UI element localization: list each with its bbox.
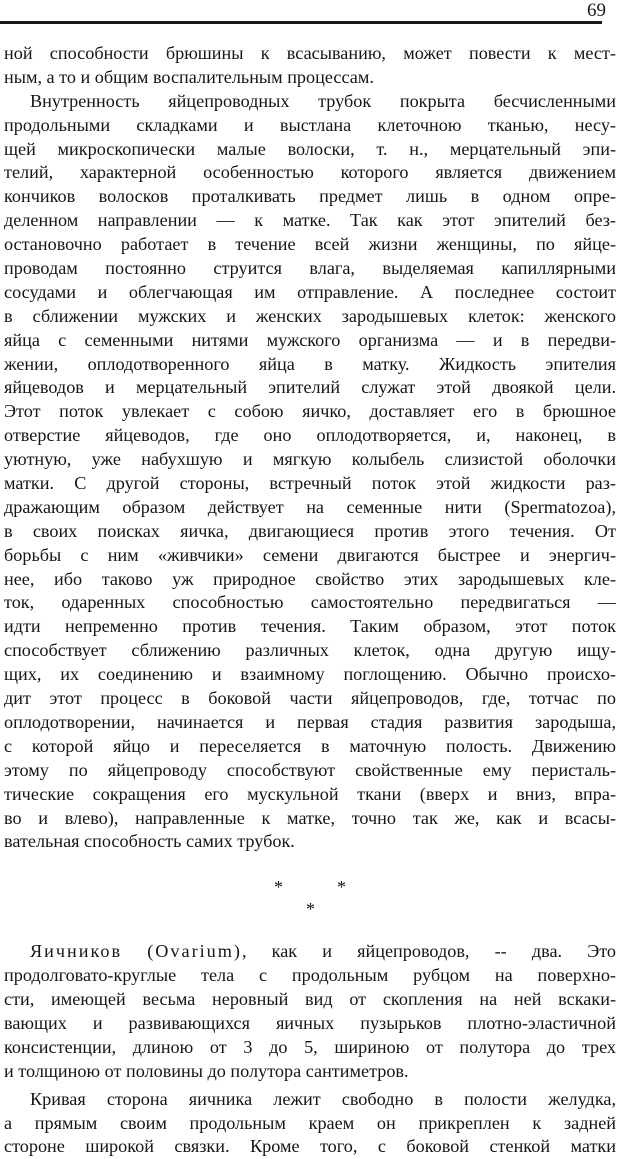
header-rule bbox=[0, 21, 602, 24]
spaced-latin-term: (Ovarium) bbox=[147, 941, 242, 962]
text-line: ток, одаренных способностью самостоятельно передвигаться — bbox=[4, 592, 616, 613]
text-line: остановочно работает в течение всей жизни женщины, по яйце- bbox=[4, 234, 616, 255]
text-line: и толщиною от половины до полутора сантиметров. bbox=[4, 1060, 409, 1081]
page-number: 69 bbox=[587, 0, 606, 21]
paragraph-4 bbox=[4, 1088, 616, 1159]
section-separator bbox=[4, 854, 616, 940]
text-line: проводам постоянно струится влага, выделяемая капиллярными bbox=[4, 258, 616, 279]
spaced-term: Яичников bbox=[30, 941, 123, 962]
text-line: продолговато-круглые тела с продольным рубцом на поверхно- bbox=[4, 965, 616, 986]
text-line: с которой яйцо и переселяется в маточную полость. Движению bbox=[4, 735, 616, 756]
text-line: во и влево), направленные к матке, точно так же, как и всасы- bbox=[4, 807, 616, 828]
text-line: щих, их соединению и взаимному поглощению. Обычно происхо- bbox=[4, 664, 616, 685]
text-line: ной способности брюшины к всасыванию, может повести к мест- bbox=[4, 43, 616, 63]
separator-asterisk: * bbox=[274, 877, 283, 898]
text-line: оплодотворении, начинается и первая стадия развития зародыша, bbox=[4, 711, 616, 732]
text-line: этому по яйцепроводу способствуют свойственные ему перисталь- bbox=[4, 759, 616, 780]
text-line: тические сокращения его мускульной ткани (вверх и вниз, впра- bbox=[4, 783, 616, 804]
text-line: дражающим образом действует на семенные нити (Spermatozoa), bbox=[4, 496, 616, 517]
text-line: вательная способность самих трубок. bbox=[4, 831, 295, 852]
text-line: Кривая сторона яичника лежит свободно в полости желудка, bbox=[30, 1088, 616, 1109]
separator-asterisk: * bbox=[337, 877, 346, 898]
text-line: телий, характерной особенностью которого является движением bbox=[4, 162, 616, 183]
text-line: способствует сближению различных клеток, одна другую ищу- bbox=[4, 640, 616, 661]
text-line: в своих поисках яичка, двигающиеся против этого течения. От bbox=[4, 520, 616, 541]
text-line: отверстие яйцеводов, где оно оплодотворяется, и, наконец, в bbox=[4, 425, 616, 446]
text-line: нее, ибо таково уж природное свойство этих зародышевых кле- bbox=[4, 568, 616, 589]
text-line: уютную, уже набухшую и мягкую колыбель слизистой оболочки bbox=[4, 449, 616, 470]
text-line: консистенции, длиною от 3 до 5, шириною от полутора до трех bbox=[4, 1036, 616, 1057]
text-line: продольными складками и выстлана клеточною тканью, несу- bbox=[4, 114, 616, 135]
text-line: сосудами и облегчающая им отправление. А последнее состоит bbox=[4, 281, 616, 302]
body-text bbox=[4, 42, 616, 1159]
paragraph-3 bbox=[4, 940, 616, 1083]
text-line: вающих и развивающихся яичных пузырьков плотно-эластичной bbox=[4, 1012, 616, 1033]
text-line: борьбы с ним «живчики» семени двигаются быстрее и энергич- bbox=[4, 544, 616, 565]
text-line: щей микроскопически малые волоски, т. н., мерцательный эпи- bbox=[4, 138, 616, 159]
text-line: деленном направлении — к матке. Так как этот эпителий без- bbox=[4, 210, 616, 231]
paragraph-2 bbox=[4, 90, 616, 855]
text-line: дит этот процесс в боковой части яйцепроводов, где, тотчас по bbox=[4, 688, 616, 709]
text-line: кончиков волосков проталкивать предмет лишь в одном опре- bbox=[4, 186, 616, 207]
text-line: жении, оплодотворенного яйца в матку. Жидкость эпителия bbox=[4, 353, 616, 374]
text-line: яйца с семенными нитями мужского организма — и в передви- bbox=[4, 329, 616, 350]
text-line: матки. С другой стороны, встречный поток этой жидкости раз- bbox=[4, 473, 616, 494]
text-line: стороне широкой связки. Кроме того, с боковой стенкой матки bbox=[4, 1136, 616, 1157]
text-line: сти, имеющей весьма неровный вид от скопления на ней вскаки- bbox=[4, 989, 616, 1010]
separator-asterisk: * bbox=[306, 899, 315, 920]
text-line: Внутренность яйцепроводных трубок покрыта бесчисленными bbox=[30, 90, 616, 111]
text-line: ным, а то и общим воспалительным процессам. bbox=[4, 66, 374, 87]
text-line: Этот поток увлекает с собою яичко, доставляет его в брюшное bbox=[4, 401, 616, 422]
text-line: в сближении мужских и женских зародышевых клеток: женского bbox=[4, 305, 616, 326]
line-remainder: , как и яйцепроводов, -- два. Это bbox=[241, 941, 617, 962]
paragraph-1 bbox=[4, 42, 616, 90]
text-line: а прямым своим продольным краем он прикреплен к задней bbox=[4, 1112, 616, 1133]
text-line: идти непременно против течения. Таким образом, этот поток bbox=[4, 616, 616, 637]
text-line: яйцеводов и мерцательный эпителий служат этой двоякой цели. bbox=[4, 377, 616, 398]
text-line bbox=[4, 940, 616, 964]
